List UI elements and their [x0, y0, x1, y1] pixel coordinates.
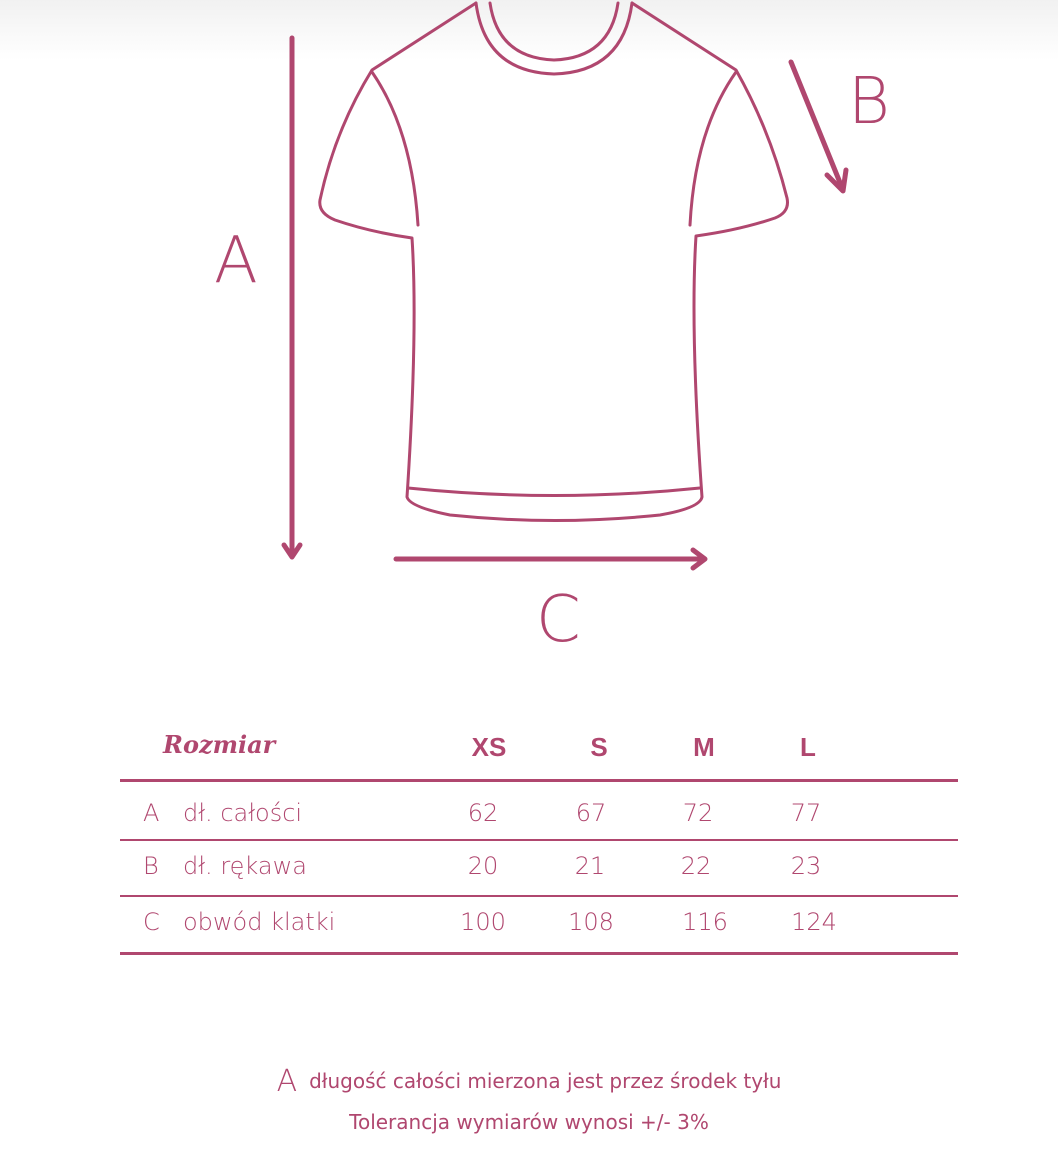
- table-rule-bottom: [120, 952, 958, 955]
- row-value: 124: [791, 908, 837, 936]
- footnote-tolerance: Tolerancja wymiarów wynosi +/- 3%: [349, 1110, 709, 1134]
- tshirt-hem: [408, 488, 700, 496]
- footnote-marker: A: [276, 1064, 298, 1099]
- tshirt-outline: [320, 3, 788, 521]
- row-code: B: [143, 852, 159, 880]
- label-a: A: [214, 224, 258, 298]
- size-l: L: [800, 732, 816, 762]
- row-value: 116: [682, 908, 728, 936]
- table-rule: [120, 895, 958, 897]
- row-code: A: [143, 799, 160, 827]
- arrow-c: [396, 550, 705, 568]
- row-value: 23: [790, 852, 822, 880]
- size-s: S: [590, 732, 608, 762]
- size-xs: XS: [471, 732, 507, 762]
- row-value: 22: [680, 852, 712, 880]
- tshirt-left-armhole: [372, 72, 418, 225]
- row-label: dł. rękawa: [183, 852, 307, 880]
- row-value: 21: [574, 852, 606, 880]
- footnote-text: długość całości mierzona jest przez środek tyłu: [309, 1069, 782, 1093]
- label-c: C: [536, 583, 581, 657]
- footnote-measurement: [0, 1064, 1058, 1099]
- row-code: C: [143, 908, 160, 936]
- row-value: 100: [460, 908, 506, 936]
- row-value: 77: [790, 799, 822, 827]
- table-rule: [120, 839, 958, 841]
- row-value: 108: [568, 908, 614, 936]
- row-value: 72: [682, 799, 714, 827]
- row-label: obwód klatki: [183, 908, 336, 936]
- arrow-b: [791, 62, 846, 191]
- table-rule-header: [120, 779, 958, 782]
- tshirt-right-armhole: [690, 72, 736, 225]
- arrow-a: [284, 38, 300, 557]
- label-b: B: [848, 65, 890, 139]
- tshirt-collar-inner: [490, 3, 618, 60]
- row-label: dł. całości: [183, 799, 303, 827]
- row-value: 67: [575, 799, 607, 827]
- row-value: 20: [467, 852, 499, 880]
- tshirt-collar-outer: [476, 3, 632, 74]
- row-value: 62: [467, 799, 499, 827]
- size-m: M: [693, 732, 715, 762]
- table-title: Rozmiar: [163, 730, 276, 759]
